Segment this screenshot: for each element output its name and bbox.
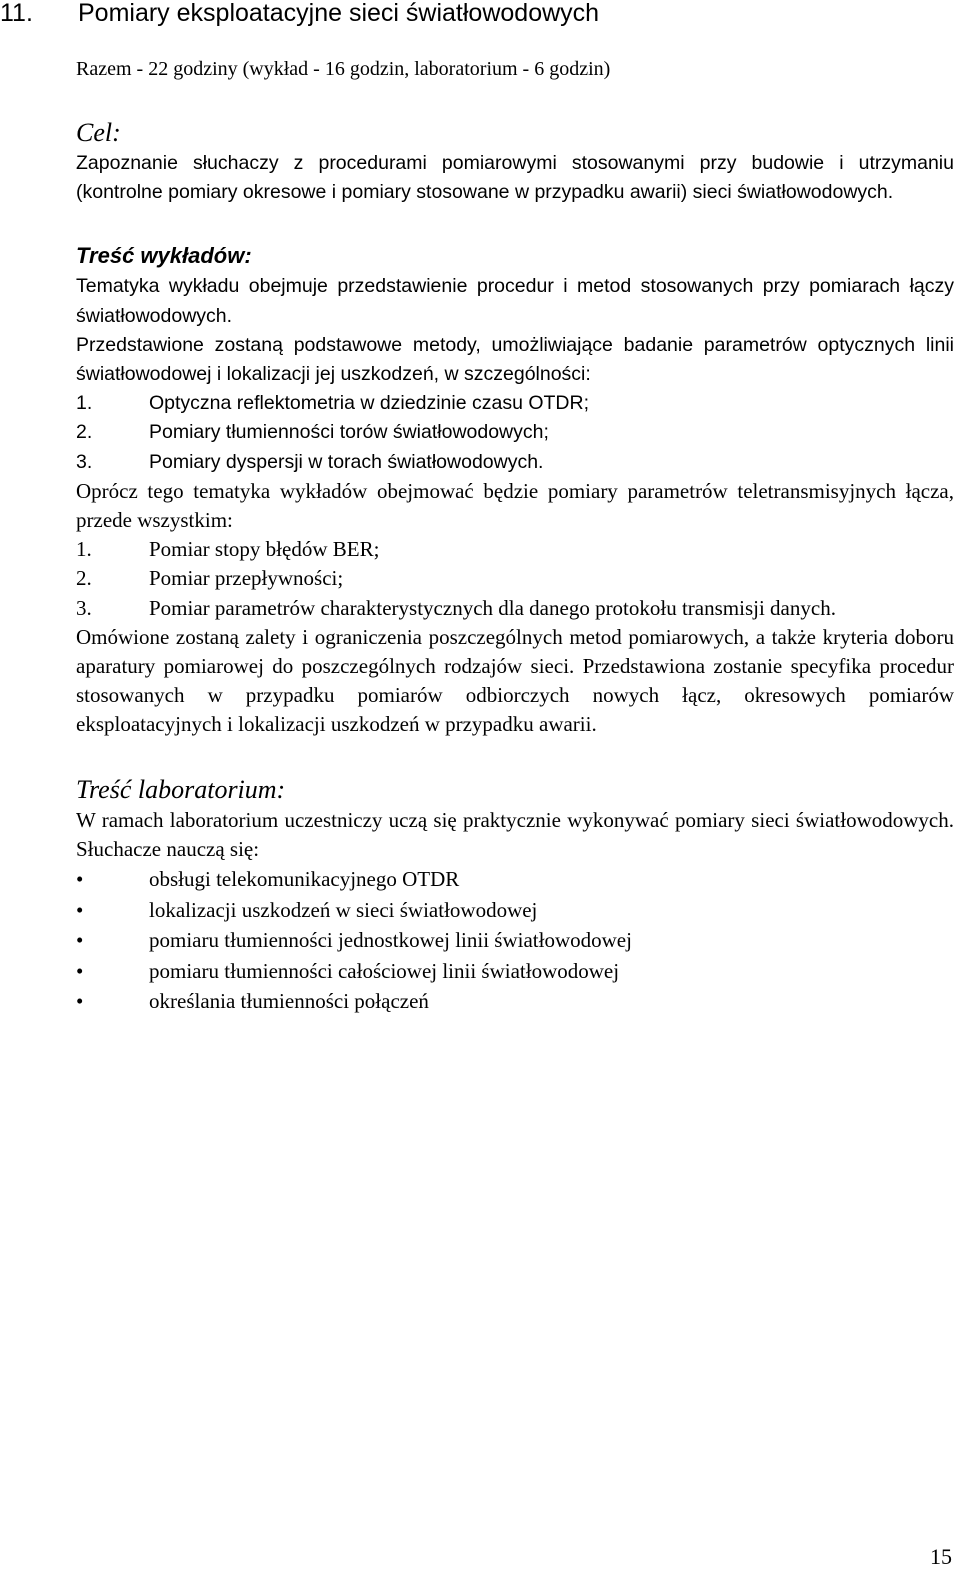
item-text: pomiaru tłumienności jednostkowej linii światłowodowej (149, 928, 632, 953)
lectures-closing: Omówione zostaną zalety i ograniczenia poszczególnych metod pomiarowych, a także kryteria doboru aparatury pomiarowej do poszczególnych rodzajów sieci. Przedstawiona zostanie specyfika procedur stosowanych w przypadku pomiarów odbiorczych nowych łącz, okresowych pomiarów eksploatacyjnych i lokalizacji uszkodzeń w przypadku awarii. (76, 624, 954, 737)
item-number: 3. (76, 595, 92, 620)
hours-summary: Razem - 22 godziny (wykład - 16 godzin, laboratorium - 6 godzin) (76, 58, 611, 80)
list-item (76, 535, 954, 564)
bullet-icon: • (76, 928, 84, 953)
bullet-icon: • (76, 897, 84, 922)
item-text: Pomiar parametrów charakterystycznych dla danego protokołu transmisji danych. (149, 595, 836, 620)
list-item (76, 956, 954, 987)
item-text: lokalizacji uszkodzeń w sieci światłowodowej (149, 897, 538, 922)
list-item (76, 986, 954, 1017)
list-item (76, 448, 954, 477)
item-text: Pomiary dyspersji w torach światłowodowych. (149, 450, 544, 473)
page-number: 15 (930, 1544, 952, 1569)
section-heading (0, 0, 599, 29)
item-number: 2. (76, 566, 92, 591)
item-number: 1. (76, 392, 93, 415)
methods-intro: Przedstawione zostaną podstawowe metody, umożliwiające badanie parametrów optycznych linii światłowodowej i lokalizacji jej uszkodzeń, w szczególności: (76, 333, 954, 386)
list-item (76, 389, 954, 418)
item-text: Optyczna reflektometria w dziedzinie czasu OTDR; (149, 392, 589, 415)
extra-intro: Oprócz tego tematyka wykładów obejmować będzie pomiary parametrów teletransmisyjnych łącza, przede wszystkim: (76, 478, 954, 533)
bullet-icon: • (76, 867, 84, 892)
item-text: obsługi telekomunikacyjnego OTDR (149, 867, 460, 892)
section-title: Pomiary eksploatacyjne sieci światłowodowych (78, 0, 600, 27)
list-item (76, 564, 954, 593)
bullet-icon: • (76, 989, 84, 1014)
lectures-title: Treść wykładów: (76, 243, 252, 269)
bullet-icon: • (76, 958, 84, 983)
goal-text: Zapoznanie słuchaczy z procedurami pomiarowymi stosowanymi przy budowie i utrzymaniu (kontrolne pomiary okresowe i pomiary stosowane w przypadku awarii) sieci światłowodowych. (76, 152, 954, 204)
item-number: 1. (76, 537, 92, 562)
lab-intro: W ramach laboratorium uczestniczy uczą się praktycznie wykonywać pomiary sieci światłowodowych. Słuchacze nauczą się: (76, 807, 954, 861)
list-item (76, 864, 954, 895)
item-text: Pomiar przepływności; (149, 566, 344, 591)
item-number: 2. (76, 421, 93, 444)
lectures-intro: Tematyka wykładu obejmuje przedstawienie procedur i metod stosowanych przy pomiarach łączy światłowodowych. (76, 275, 954, 327)
lab-skills-list (76, 864, 954, 1017)
list-item (76, 895, 954, 926)
list-item (76, 925, 954, 956)
goal-title: Cel: (76, 118, 121, 147)
lab-title: Treść laboratorium: (76, 774, 286, 804)
document-body (76, 55, 954, 1017)
list-item (76, 594, 954, 623)
item-text: Pomiary tłumienności torów światłowodowych; (149, 421, 549, 444)
section-number: 11. (0, 0, 33, 27)
item-text: określania tłumienności połączeń (149, 989, 429, 1014)
item-text: Pomiar stopy błędów BER; (149, 537, 380, 562)
list-item (76, 418, 954, 447)
item-text: pomiaru tłumienności całościowej linii światłowodowej (149, 958, 620, 983)
item-number: 3. (76, 450, 93, 473)
